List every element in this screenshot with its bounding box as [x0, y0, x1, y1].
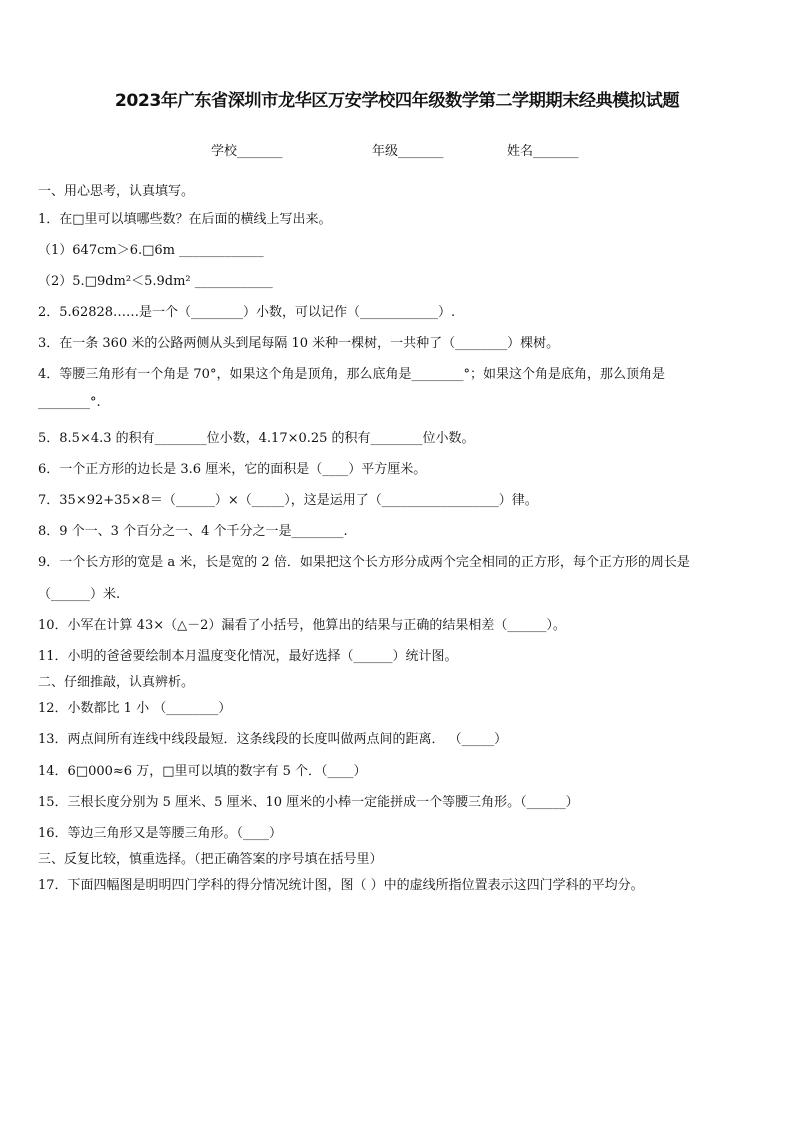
question-5: 5．8.5×4.3 的积有________位小数，4.17×0.25 的积有________位小数。 [38, 431, 475, 446]
question-9-continued: （______）米. [38, 587, 121, 602]
question-7: 7．35×92+35×8＝（______）×（_____），这是运用了（__________________）律。 [38, 493, 538, 508]
section-2-heading: 二、仔细推敲，认真辨析。 [38, 675, 195, 690]
question-4-continued: ________°. [38, 395, 101, 410]
name-field: 姓名_______ [507, 144, 579, 159]
question-1-part-1: （1）647cm＞6.□6m _____________ [38, 243, 264, 258]
question-2: 2．5.62828……是一个（________）小数，可以记作（____________）. [38, 305, 456, 320]
section-3-heading: 三、反复比较，慎重选择。（把正确答案的序号填在括号里） [38, 852, 383, 867]
question-13: 13．两点间所有连线中线段最短．这条线段的长度叫做两点间的距离． （_____） [38, 732, 508, 747]
question-9: 9．一个长方形的宽是 a 米，长是宽的 2 倍．如果把这个长方形分成两个完全相同的正方形，每个正方形的周长是 [38, 555, 690, 570]
question-8: 8．9 个一、3 个百分之一、4 个千分之一是________. [38, 524, 348, 539]
page-title: 2023年广东省深圳市龙华区万安学校四年级数学第二学期期末经典模拟试题 [114, 91, 680, 111]
question-4: 4．等腰三角形有一个角是 70°，如果这个角是顶角，那么底角是________°；如果这个角是底角，那么顶角是 [38, 367, 665, 382]
question-10: 10．小军在计算 43×（△－2）漏看了小括号，他算出的结果与正确的结果相差（______）。 [38, 618, 566, 633]
question-11: 11．小明的爸爸要绘制本月温度变化情况，最好选择（______）统计图。 [38, 649, 458, 664]
question-15: 15．三根长度分别为 5 厘米、5 厘米、10 厘米的小棒一定能拼成一个等腰三角形。（______） [38, 795, 579, 810]
question-16: 16．等边三角形又是等腰三角形。（____） [38, 826, 283, 841]
question-1-part-2: （2）5.□9dm²＜5.9dm² ____________ [38, 274, 273, 289]
question-3: 3．在一条 360 米的公路两侧从头到尾每隔 10 米种一棵树，一共种了（________）棵树。 [38, 336, 560, 351]
question-1: 1．在□里可以填哪些数？在后面的横线上写出来。 [38, 212, 332, 227]
grade-field: 年级_______ [372, 144, 444, 159]
section-1-heading: 一、用心思考，认真填写。 [38, 184, 195, 199]
question-14: 14．6□000≈6 万，□里可以填的数字有 5 个．（____） [38, 764, 367, 779]
question-17: 17．下面四幅图是明明四门学科的得分情况统计图，图（ ）中的虚线所指位置表示这四门学科的平均分。 [38, 878, 644, 893]
question-6: 6．一个正方形的边长是 3.6 厘米，它的面积是（____）平方厘米。 [38, 462, 427, 477]
question-12: 12．小数都比 1 小 （________） [38, 701, 232, 716]
school-field: 学校_______ [211, 144, 283, 159]
